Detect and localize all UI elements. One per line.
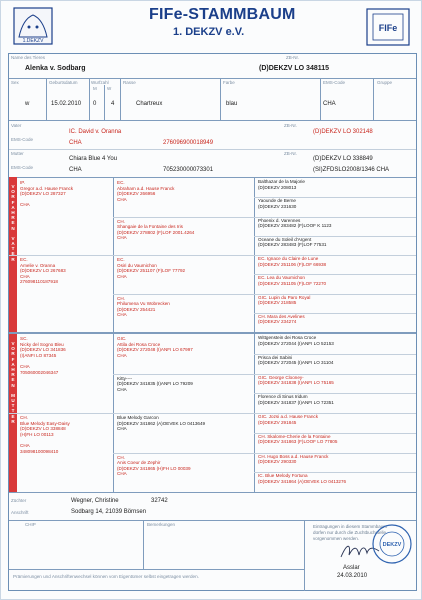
issue-date: 24.03.2010 xyxy=(337,573,368,579)
office-note-line: vorgenommen werden. xyxy=(313,535,360,541)
ancestor-line: Phoenix d. Varennes xyxy=(258,217,301,223)
ancestor-gen3 xyxy=(258,198,414,216)
band-letter: R xyxy=(11,372,15,378)
divider xyxy=(254,177,255,492)
divider xyxy=(113,217,254,218)
chip-label: CHIP xyxy=(25,522,36,527)
ancestor-gen3 xyxy=(258,256,414,274)
breeder-plz-note: 32742 xyxy=(151,498,168,504)
father-ems-label: EMS-Code xyxy=(11,137,34,142)
ancestor-gen3 xyxy=(258,335,414,354)
ancestor-line: (D)DEKZV LO 287327 xyxy=(20,191,66,197)
divider xyxy=(304,520,305,591)
band-letter: A xyxy=(11,361,15,367)
divider xyxy=(113,294,254,295)
band-letter: E xyxy=(11,220,15,226)
ancestor-line: (D)DEKZV 251107 (F)LOF 77792 xyxy=(117,268,186,274)
father-label: Vater xyxy=(11,123,22,128)
cat-litter-w: 4 xyxy=(111,101,115,107)
band-letter: H xyxy=(11,366,15,372)
mother-ancestors-band-text xyxy=(9,341,17,424)
ancestor-line: GIC. George Clooney- xyxy=(258,374,304,380)
cat-ems: CHA xyxy=(323,101,336,107)
ancestor-line: Abraham a.d. Hause Franck xyxy=(117,185,175,191)
ancestor-gen3 xyxy=(258,237,414,255)
mother-ems: CHA xyxy=(69,167,82,173)
band-letter: M xyxy=(11,392,15,398)
divider xyxy=(9,149,416,150)
ancestor-line: CH. xyxy=(20,415,28,420)
father-reg-label: ZB-Nr. xyxy=(284,123,297,128)
divider xyxy=(254,472,416,473)
color-label: Farbe xyxy=(223,80,235,85)
band-letter: A xyxy=(11,204,15,210)
band-letter: R xyxy=(11,194,15,200)
ancestor-line: IP. xyxy=(20,180,26,185)
ancestor-line: (I)ANFI LO 87345 xyxy=(20,352,57,358)
ancestor-line: (D)DEKZV 278802 (F)LOF 2001.4264 xyxy=(117,229,195,235)
ancestor-line: (D)DEKZV 251106 (F)LOF 66938 xyxy=(258,261,327,267)
ancestor-line: (D)DEKZV 341837 (I)ANFI LO 72351 xyxy=(258,399,334,405)
mother-reg-2: (SI)ZFDSLO2008/1346 CHA xyxy=(313,167,390,173)
band-letter: F xyxy=(11,199,15,205)
cat-breed: Chartreux xyxy=(136,101,163,107)
ancestor-line: CHA xyxy=(117,196,127,202)
ancestor-line: Amelie v. Oranna xyxy=(20,262,56,268)
band-letter: E xyxy=(11,251,15,257)
ems-label: EMS-Code xyxy=(323,80,346,85)
page-subtitle: 1. DEKZV e.V. xyxy=(173,26,245,38)
ancestor-line: CHA xyxy=(117,426,127,432)
group-label: Gruppe xyxy=(377,80,393,85)
band-letter: A xyxy=(11,241,15,247)
ancestor-line: CHA xyxy=(117,273,127,279)
ancestor-line: EC. xyxy=(117,257,125,262)
father-reg: (D)DEKZV LO 302148 xyxy=(313,129,373,135)
ancestor-line: CH. Skalome-Cherie de la Fontaine xyxy=(258,433,331,439)
ancestor-line: Kitty---- xyxy=(117,375,133,381)
ancestor-line: 276098110187918 xyxy=(20,279,58,285)
signature-text: J.Welle xyxy=(370,559,379,563)
ancestor-line: 348098100098410 xyxy=(20,448,59,454)
sex-label: Sex xyxy=(11,80,19,85)
band-letter: R xyxy=(11,418,15,424)
bottom-note: Prämierungen und Anschriftenwechsel können vom Eigentümer selbst eingetragen werden. xyxy=(13,574,199,579)
band-letter: U xyxy=(11,398,15,404)
ancestor-line: Prisca dei Sabini xyxy=(258,354,293,360)
ancestor-line: (D)DEKZV 234274 xyxy=(258,319,297,325)
ancestor-line: Wittgenstein dei Rosa Croce xyxy=(258,335,317,340)
ancestor-line: Osiri du Vaumichon xyxy=(117,262,157,268)
breeder-label: Züchter xyxy=(11,498,27,503)
divider xyxy=(113,413,254,414)
ancestor-line: CHA xyxy=(20,442,30,448)
ancestor-line: (D)DEKZV 272044 (I)ANFI LO 52153 xyxy=(258,340,334,346)
ancestor-line: (D)DEKZV 208013 xyxy=(258,184,297,190)
ancestor-line: Attila dei Rosa Croce xyxy=(117,341,161,347)
breed-label: Rasse xyxy=(123,80,136,85)
ancestor-line: (D)DEKZV 341862 (A)OEVEK LO 0413649 xyxy=(117,420,206,426)
ancestor-gen3 xyxy=(258,355,414,374)
band-letter: T xyxy=(11,246,15,252)
band-letter: T xyxy=(11,403,15,409)
divider xyxy=(9,78,416,79)
ancestor-line: EC. Ignace du Claire de Lune xyxy=(258,256,319,261)
ancestor-gen3 xyxy=(258,434,414,453)
divider xyxy=(254,274,416,275)
ancestor-line: CHA xyxy=(117,235,127,241)
mother-reg: (D)DEKZV LO 338849 xyxy=(313,156,373,162)
ancestor-line: IC. Blue Melody Fortuna xyxy=(258,473,308,479)
ancestor-line: GIC. xyxy=(117,336,127,341)
dekzv-logo xyxy=(13,7,53,45)
ancestor-line: CHA xyxy=(117,386,127,392)
father-chip: 276096900018949 xyxy=(163,140,214,146)
divider xyxy=(89,78,90,120)
ancestor-gen2 xyxy=(117,415,253,453)
band-letter: R xyxy=(11,256,15,262)
band-letter: V xyxy=(11,184,15,189)
logo-right-text: FIFe xyxy=(378,23,398,33)
divider xyxy=(9,492,416,493)
divider xyxy=(254,236,416,237)
ancestor-line: (D)DEKZV 254421 xyxy=(117,306,156,312)
mother-ems-label: EMS-Code xyxy=(11,165,34,170)
mother-label: Mutter xyxy=(11,151,24,156)
divider xyxy=(113,374,254,375)
ancestor-line: (D)DEKZV 341863 (F)LOOF LO 77805 xyxy=(258,439,338,445)
divider xyxy=(113,255,254,256)
ancestor-line: CHA xyxy=(20,363,30,369)
ancestor-gen3 xyxy=(258,414,414,433)
divider xyxy=(143,520,144,569)
divider xyxy=(46,78,47,120)
ancestor-gen3 xyxy=(258,473,414,492)
ancestor-gen3 xyxy=(258,275,414,293)
ancestor-line: CH. Mara des Avelines xyxy=(258,313,305,319)
ancestor-line: (D)DEKZV 341835 (I)ANFI LO 79209 xyxy=(117,381,193,387)
band-letter: H xyxy=(11,209,15,215)
ancestor-line: SC. xyxy=(20,336,28,341)
litter-label: Wurfzahl xyxy=(91,80,109,85)
cat-color: blau xyxy=(226,101,238,107)
divider xyxy=(254,374,416,375)
father-ems: CHA xyxy=(69,140,82,146)
issue-place: Asslar xyxy=(343,565,360,571)
band-letter: E xyxy=(11,377,15,383)
mother-name: Chiara Blue 4 You xyxy=(69,156,118,162)
ancestor-line: GIC. Jozsi a.d. Hause Franck xyxy=(258,414,318,419)
owner-label: Anschrift xyxy=(11,510,29,515)
ancestor-line: CH. xyxy=(117,218,125,224)
band-letter: E xyxy=(11,413,15,419)
ancestor-line: Anis Coeur de Zephir xyxy=(117,460,161,466)
divider xyxy=(373,78,374,120)
divider xyxy=(254,217,416,218)
dekzv-stamp xyxy=(371,523,413,565)
ancestor-line: EC. Lea du Vaumichon xyxy=(258,275,305,281)
band-letter: R xyxy=(11,215,15,221)
cat-name: Alenka v. Sodbarg xyxy=(25,65,86,72)
ancestor-line: (D)DEKZV 272045 (I)ANFI LO 31104 xyxy=(258,360,334,366)
ancestor-line: (D)DEKZV 231630 xyxy=(258,203,297,209)
cat-reg-label: ZB-Nr. xyxy=(286,55,299,60)
band-letter: O xyxy=(11,189,15,195)
ancestor-line: Blue Melody Garcon xyxy=(117,415,159,420)
band-letter: V xyxy=(11,341,15,346)
fife-logo xyxy=(365,7,411,47)
ancestor-line: GIC. Lupin du Paro Royal xyxy=(258,294,311,300)
ancestor-gen3 xyxy=(258,218,414,236)
ancestor-line: (D)DEKZV 283483 (F)LOF 77531 xyxy=(258,242,327,248)
ancestor-line: 705060002046347 xyxy=(20,369,59,375)
page-title: FIFe-STAMMBAUM xyxy=(149,6,296,23)
ancestor-line: EC. xyxy=(117,180,125,185)
divider xyxy=(9,520,416,521)
ancestor-line: CHA xyxy=(20,273,30,279)
band-letter: R xyxy=(11,351,15,357)
ancestor-gen2 xyxy=(117,296,253,333)
ancestor-line: (D)DEKZV 251105 (F)LOF 72270 xyxy=(258,280,327,286)
band-letter: N xyxy=(11,382,15,388)
ancestor-gen2 xyxy=(117,219,253,256)
ancestor-line: Blue Melody Easy-Daisy xyxy=(20,420,70,426)
ancestor-line: CH. Hugo Boss a.d. Hause Franck xyxy=(258,453,329,459)
ancestor-line: (D)DEKZV LO 338848 xyxy=(20,426,66,432)
divider xyxy=(254,354,416,355)
ancestor-gen2 xyxy=(117,336,253,374)
mother-chip: 705230000073301 xyxy=(163,167,214,173)
mother-reg-label: ZB-Nr. xyxy=(284,151,297,156)
father-name: IC. David v. Oranna xyxy=(69,129,122,135)
divider xyxy=(254,413,416,414)
divider xyxy=(320,78,321,120)
ancestor-line: EC. xyxy=(20,257,28,262)
ancestor-gen2 xyxy=(117,455,253,493)
stamp-text: DEKZV xyxy=(382,542,402,548)
ancestor-line: CH. xyxy=(117,295,125,301)
ancestor-gen3 xyxy=(258,314,414,332)
ancestor-gen1 xyxy=(20,336,112,413)
ancestor-line: CHA xyxy=(117,312,127,318)
remarks-label: Bemerkungen xyxy=(147,522,176,527)
ancestor-line: (D)DEKZV 341865 (H)FH LO 00039 xyxy=(117,465,191,471)
ancestor-line: Gregor a.d. Hause Franck xyxy=(20,185,74,191)
divider xyxy=(254,433,416,434)
band-letter: T xyxy=(11,408,15,414)
ancestor-gen1 xyxy=(20,180,112,255)
ancestor-line: Florence di Sinus Iridum xyxy=(258,394,308,400)
ancestor-line: CHA xyxy=(117,471,127,477)
ancestor-line: (D)DEKZV 290330 xyxy=(258,459,297,465)
litter-m-label: M xyxy=(93,86,97,91)
divider xyxy=(220,78,221,120)
divider xyxy=(120,78,121,120)
ancestor-line: (D)DEKZV LO 341836 xyxy=(20,347,66,353)
ancestor-line: (D)DEKZV 341864 (A)OEVEK LO 0413276 xyxy=(258,478,347,484)
divider xyxy=(254,313,416,314)
cat-litter-m: 0 xyxy=(93,101,97,107)
band-letter: N xyxy=(11,225,15,231)
ancestor-gen3 xyxy=(258,179,414,197)
breeder-name: Wegner, Christine xyxy=(71,498,119,504)
ancestor-line: CHA xyxy=(20,202,30,208)
ancestor-line: Nicky del Sogno Bleu xyxy=(20,341,64,347)
litter-w-label: W xyxy=(107,86,112,91)
ancestor-line: (D)DEKZV LO 267683 xyxy=(20,268,66,274)
divider xyxy=(9,332,416,334)
band-letter: O xyxy=(11,346,15,352)
ancestor-line: (H)FH LO 00113 xyxy=(20,431,54,437)
band-letter: F xyxy=(11,356,15,362)
cat-sex: w xyxy=(25,101,30,107)
ancestor-line: Philumena Vu Wobrecken xyxy=(117,301,170,307)
ancestor-gen3 xyxy=(258,394,414,413)
ancestor-line: Oceane du Soleil d'Argent xyxy=(258,236,312,242)
divider xyxy=(113,453,254,454)
ancestor-gen2 xyxy=(117,376,253,414)
divider xyxy=(113,177,114,492)
ancestor-line: (D)DEKZV 266956 xyxy=(117,191,156,197)
divider xyxy=(9,255,113,256)
ancestor-line: (D)DEKZV 291845 xyxy=(258,419,297,425)
ancestor-line: (D)DEKZV 341838 (I)ANFI LO 75165 xyxy=(258,380,334,386)
born-label: Geburtsdatum xyxy=(49,80,78,85)
divider xyxy=(9,177,416,178)
ancestor-line: Shangaie de la Fontaine des Iris xyxy=(117,224,183,230)
office-note-line: dürfen nur durch die Zuchtbuchstelle xyxy=(313,529,387,535)
office-note-line: Eintragungen in diesem Stammbaum xyxy=(313,524,388,529)
ancestor-gen3 xyxy=(258,375,414,394)
divider xyxy=(254,255,416,256)
ancestor-line: Yaounde de Berne xyxy=(258,198,296,204)
ancestor-gen2 xyxy=(117,180,253,217)
ancestor-gen1 xyxy=(20,415,112,492)
divider xyxy=(254,393,416,394)
ancestor-line: CH. xyxy=(117,454,125,460)
ancestor-line: (D)DEKZV 283482 (F)LOOF K 1123 xyxy=(258,223,332,229)
ancestor-line: Balthazar de la Majorie xyxy=(258,179,305,184)
divider xyxy=(9,413,113,414)
divider xyxy=(104,85,105,120)
logo-left-text: 1.DEKZV xyxy=(22,38,44,44)
divider xyxy=(254,197,416,198)
ancestor-gen3 xyxy=(258,454,414,473)
divider xyxy=(9,569,304,570)
ancestor-line: (D)DEKZV 272048 (I)ANFI LO 67997 xyxy=(117,347,193,353)
father-ancestors-band-text xyxy=(9,184,17,262)
band-letter: V xyxy=(11,235,15,241)
breeder-address: Sodbarg 14, 21039 Börnsen xyxy=(71,509,147,515)
cat-born: 15.02.2010 xyxy=(51,101,82,107)
cat-reg: (D)DEKZV LO 348115 xyxy=(259,65,330,72)
divider xyxy=(254,453,416,454)
ancestor-gen3 xyxy=(258,295,414,313)
ancestor-gen1 xyxy=(20,257,112,332)
cat-name-label: Name des Tieres xyxy=(11,55,46,60)
ancestor-gen2 xyxy=(117,257,253,294)
ancestor-line: (D)DEKZV 218585 xyxy=(258,300,297,306)
divider xyxy=(9,120,416,121)
ancestor-line: CHA xyxy=(117,352,127,358)
divider xyxy=(254,294,416,295)
